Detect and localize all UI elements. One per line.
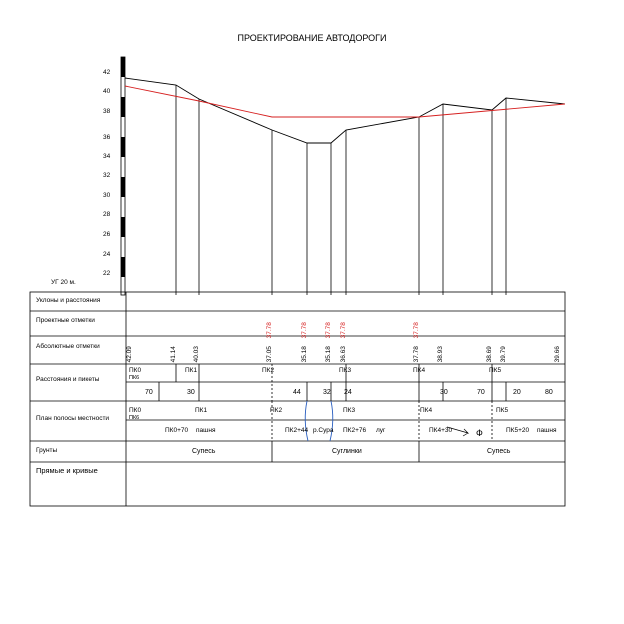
plan-picket: ПК4: [420, 407, 433, 414]
scale-tick-26: 26: [103, 231, 111, 238]
plan-label: луг: [376, 427, 386, 434]
plan-label: ПК5+20: [506, 427, 530, 434]
design-mark: 37.78: [339, 322, 347, 339]
ground-profile-line: [125, 78, 565, 143]
plan-picket-pk6: ПК6: [129, 415, 140, 421]
scale-tick-22: 22: [103, 270, 111, 277]
plan-picket: ПК5: [496, 407, 509, 414]
picket-label: ПК0: [129, 367, 142, 374]
plan-picket: ПК0: [129, 407, 142, 414]
absolute-mark: 36.63: [339, 346, 347, 363]
row-label-slopes: Уклоны и расстояния: [36, 297, 101, 304]
absolute-mark: 38.93: [436, 346, 444, 363]
plan-label: р.Сура: [313, 427, 334, 434]
absolute-mark: 39.79: [499, 346, 507, 363]
absolute-mark: 37.05: [265, 346, 273, 363]
distance-value: 30: [440, 389, 448, 396]
soil-label: Супесь: [192, 448, 216, 455]
river-crossing-sura: [305, 401, 333, 441]
scale-tick-34: 34: [103, 153, 111, 160]
absolute-mark: 42.09: [125, 346, 133, 363]
scale-tick-32: 32: [103, 172, 111, 179]
scale-tick-30: 30: [103, 192, 111, 199]
profile-table-grid: [30, 292, 565, 506]
design-grade-line: [125, 86, 565, 117]
scale-tick-40: 40: [103, 88, 111, 95]
distance-value: 70: [477, 389, 485, 396]
distance-value: 24: [344, 389, 352, 396]
plan-label-f: Ф: [476, 428, 483, 438]
scale-tick-36: 36: [103, 134, 111, 141]
absolute-mark: 35.18: [300, 346, 308, 363]
absolute-mark: 39.66: [553, 346, 561, 363]
distance-value: 80: [545, 389, 553, 396]
design-mark: 37.78: [412, 322, 420, 339]
absolute-mark: 40.03: [192, 346, 200, 363]
row-label-absolute: Абсолютные отметки: [36, 343, 100, 350]
scale-tick-28: 28: [103, 211, 111, 218]
datum-label: УГ 20 м.: [51, 279, 76, 286]
distance-value: 30: [187, 389, 195, 396]
distance-value: 44: [293, 389, 301, 396]
picket-label: ПК3: [339, 367, 352, 374]
picket-label: ПК1: [185, 367, 198, 374]
picket-label-pk6: ПК6: [129, 375, 140, 381]
scale-tick-24: 24: [103, 251, 111, 258]
distance-value: 32: [323, 389, 331, 396]
plan-picket: ПК2: [270, 407, 283, 414]
row-label-soils: Грунты: [36, 447, 58, 454]
plan-label: пашня: [537, 427, 557, 434]
design-mark: 37.78: [300, 322, 308, 339]
soil-label: Супесь: [487, 448, 511, 455]
row-label-plan: План полосы местности: [36, 415, 110, 422]
soil-label: Суглинки: [332, 448, 362, 455]
row-label-design: Проектные отметки: [36, 317, 95, 324]
absolute-mark: 37.78: [412, 346, 420, 363]
picket-label: ПК5: [489, 367, 502, 374]
plan-picket: ПК1: [195, 407, 208, 414]
absolute-mark: 38.69: [485, 346, 493, 363]
profile-verticals: [176, 85, 506, 295]
absolute-mark: 35.18: [324, 346, 332, 363]
plan-label: ПК4+30: [429, 427, 453, 434]
plan-label: ПК0+70: [165, 427, 189, 434]
plan-label: ПК2+76: [343, 427, 367, 434]
design-mark: 37.78: [324, 322, 332, 339]
elevation-scale-bar: [121, 57, 125, 295]
scale-tick-42: 42: [103, 69, 111, 76]
page-title: ПРОЕКТИРОВАНИЕ АВТОДОРОГИ: [237, 33, 387, 43]
scale-tick-38: 38: [103, 108, 111, 115]
plan-label: пашня: [196, 427, 216, 434]
absolute-mark: 41.14: [169, 346, 177, 363]
picket-label: ПК4: [413, 367, 426, 374]
row-label-distances: Расстояния и пикеты: [36, 376, 100, 383]
distance-value: 70: [145, 389, 153, 396]
row-label-curves: Прямые и кривые: [36, 466, 98, 475]
picket-label: ПК2: [262, 367, 275, 374]
plan-picket: ПК3: [343, 407, 356, 414]
plan-label: ПК2+44: [285, 427, 309, 434]
design-mark: 37.78: [265, 322, 273, 339]
distance-value: 20: [513, 389, 521, 396]
